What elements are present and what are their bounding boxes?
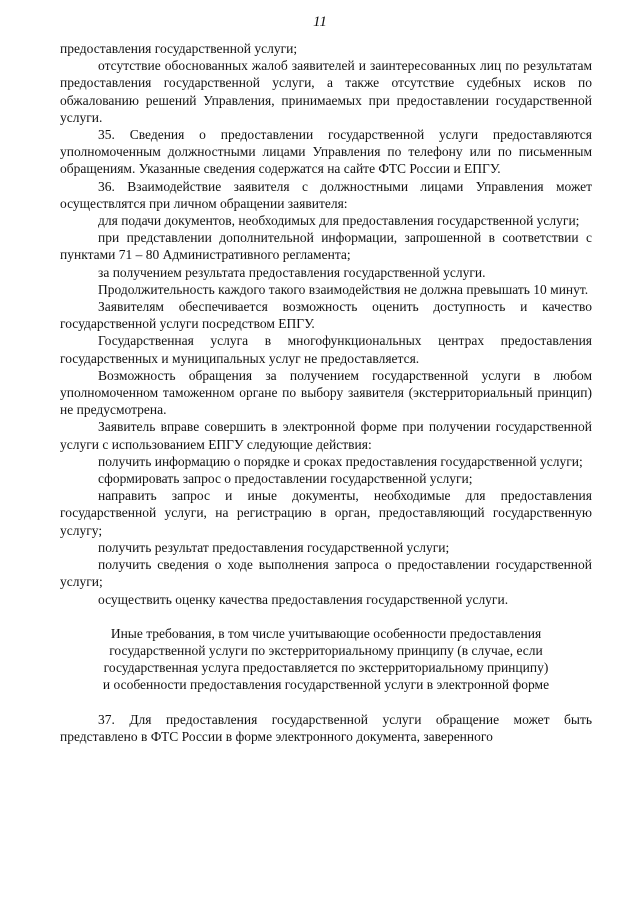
paragraph: Продолжительность каждого такого взаимодействия не должна превышать 10 минут. bbox=[98, 281, 589, 297]
page-number: 11 bbox=[313, 14, 327, 30]
paragraph: осуществить оценку качества предоставления государственной услуги. bbox=[98, 591, 509, 607]
paragraph: Возможность обращения за получением государственной услуги в любом уполномоченном таможенном органе по выбору заявителя (экстерриториальный принцип) не предусмотрена. bbox=[60, 367, 592, 418]
paragraph: отсутствие обоснованных жалоб заявителей и заинтересованных лиц по результатам предоставления государственной услуги, а также отсутствие судебных исков по обжалованию решений Управления, принимаемых при предоставлении государственной услуги. bbox=[60, 58, 592, 125]
paragraph-35: 35. Сведения о предоставлении государственной услуги предоставляются уполномоченным должностными лицами Управления по телефону или по письменным обращениям. Указанные сведения содержатся на сайте ФТС России и ЕПГУ. bbox=[60, 127, 592, 177]
paragraph: для подачи документов, необходимых для предоставления государственной услуги; bbox=[98, 213, 580, 229]
section-heading-line: государственной услуги по экстерриториальному принципу (в случае, если bbox=[109, 642, 543, 658]
paragraph: получить сведения о ходе выполнения запроса о предоставлении государственной услуги; bbox=[60, 557, 592, 590]
paragraph: получить результат предоставления государственной услуги; bbox=[98, 539, 450, 555]
paragraph-37: 37. Для предоставления государственной услуги обращение может быть представлено в ФТС России в форме электронного документа, заверенного bbox=[60, 711, 592, 744]
paragraph: за получением результата предоставления государственной услуги. bbox=[98, 264, 486, 280]
paragraph: направить запрос и иные документы, необходимые для предоставления государственной услуги, на регистрацию в орган, предоставляющий государственную услугу; bbox=[60, 488, 592, 538]
paragraph: Государственная услуга в многофункциональных центрах предоставления государственных и муниципальных услуг не предоставляется. bbox=[60, 333, 592, 366]
document-body bbox=[60, 40, 592, 745]
section-heading-line: и особенности предоставления государственной услуги в электронной форме bbox=[102, 677, 550, 693]
paragraph: при представлении дополнительной информации, запрошенной в соответствии с пунктами 71 – 80 Административного регламента; bbox=[60, 230, 592, 263]
paragraph: получить информацию о порядке и сроках предоставления государственной услуги; bbox=[98, 453, 583, 469]
paragraph: Заявитель вправе совершить в электронной форме при получении государственной услуги с использованием ЕПГУ следующие действия: bbox=[60, 419, 592, 452]
paragraph: сформировать запрос о предоставлении государственной услуги; bbox=[98, 471, 473, 487]
section-heading-line: Иные требования, в том числе учитывающие особенности предоставления bbox=[110, 625, 542, 641]
section-heading-line: государственная услуга предоставляется по экстерриториальному принципу) bbox=[103, 660, 549, 676]
paragraph: предоставления государственной услуги; bbox=[60, 41, 298, 56]
paragraph-36: 36. Взаимодействие заявителя с должностными лицами Управления может осуществлятся при личном обращении заявителя: bbox=[60, 178, 592, 211]
section-heading bbox=[60, 625, 592, 694]
paragraph: Заявителям обеспечивается возможность оценить доступность и качество государственной услуги посредством ЕПГУ. bbox=[60, 299, 592, 332]
